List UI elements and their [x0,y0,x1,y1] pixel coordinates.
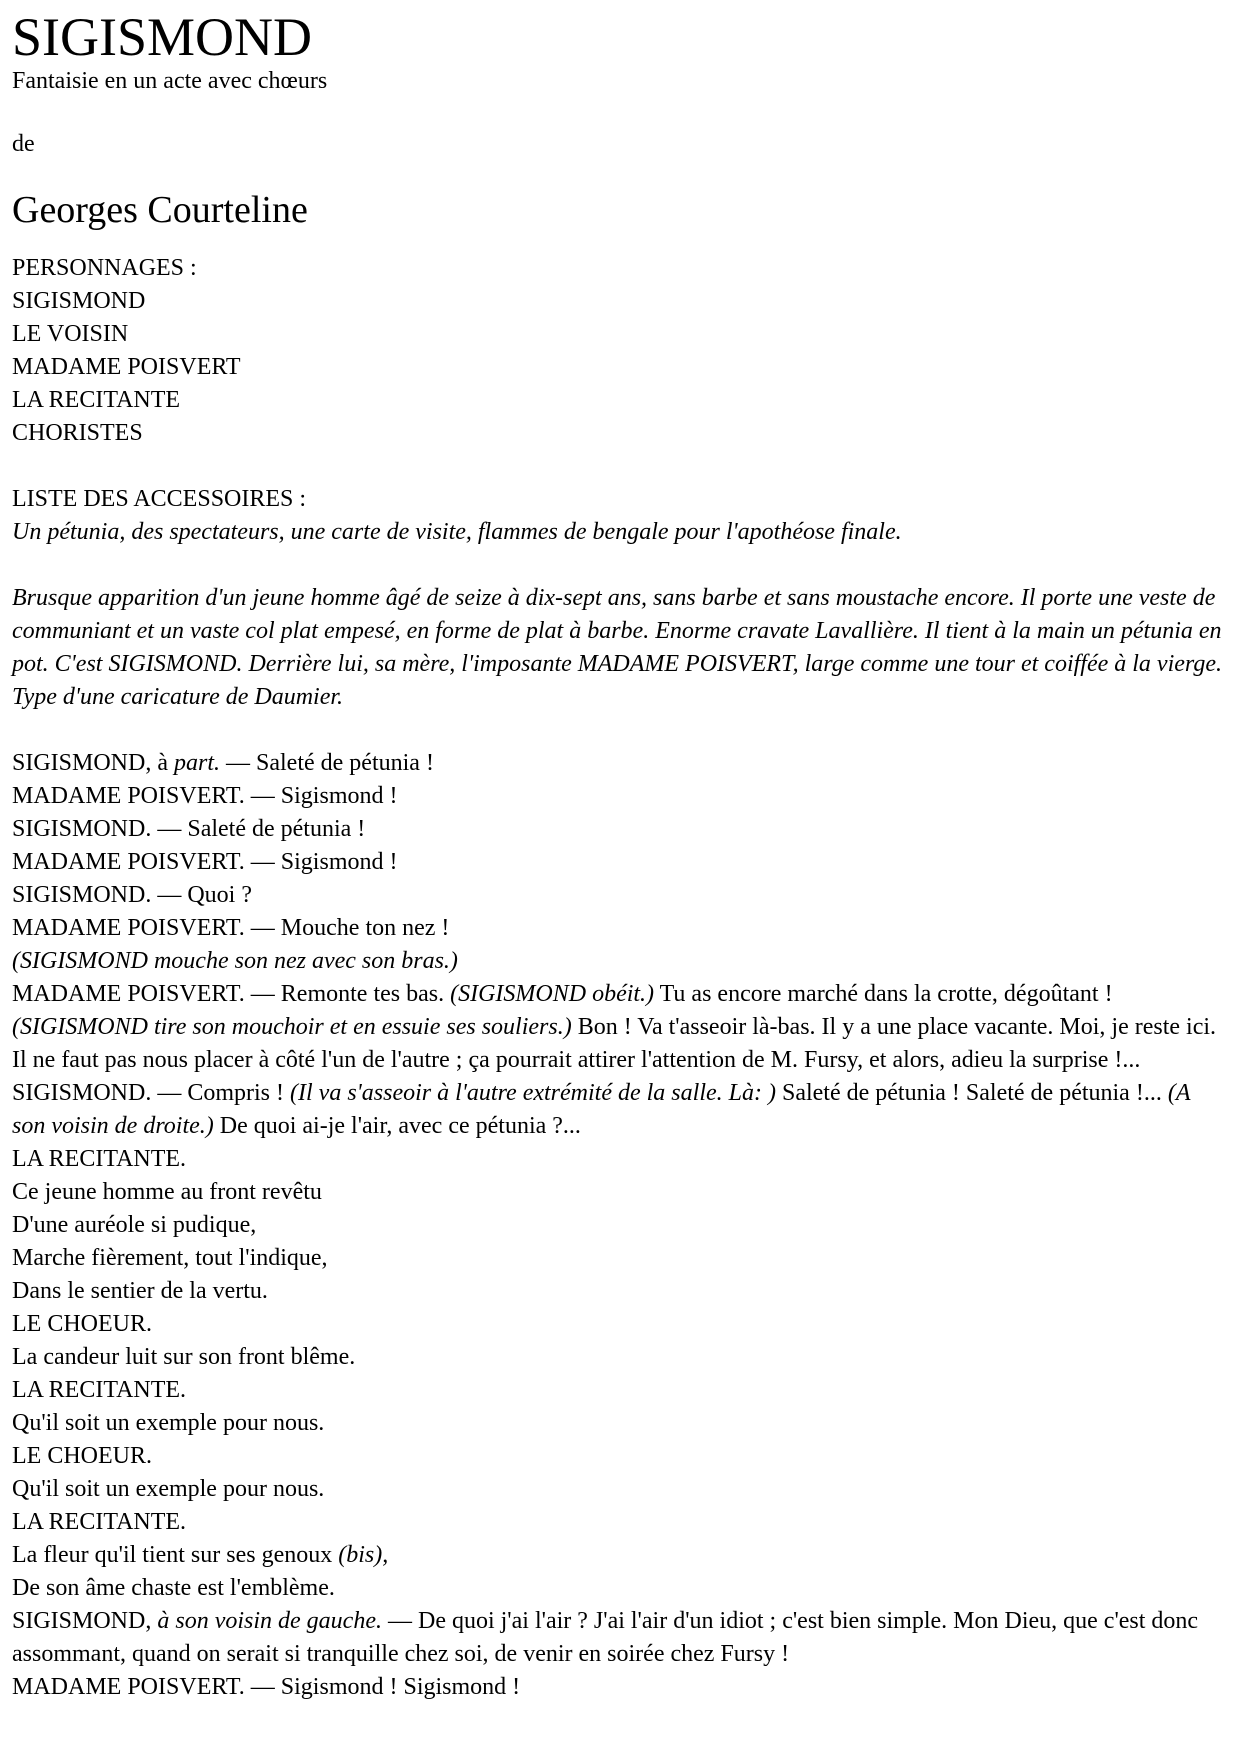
dialogue-text: LA RECITANTE. [12,1377,187,1403]
script-line [12,813,1228,846]
character-item: SIGISMOND [12,288,146,314]
dialogue-text: LA RECITANTE. [12,1146,187,1172]
script-line [12,1605,1228,1671]
characters-heading: PERSONNAGES : [12,255,197,281]
script-line [12,912,1228,945]
author-name: Georges Courteline [12,189,308,231]
stage-direction-text: (SIGISMOND mouche son nez avec son bras.) [12,948,458,974]
dialogue-text: D'une auréole si pudique, [12,1212,257,1238]
props-list: Un pétunia, des spectateurs, une carte de visite, flammes de bengale pour l'apothéose finale. [12,519,902,545]
dialogue-text: — De quoi j'ai l'air ? J'ai l'air d'un idiot ; c'est bien simple. Mon Dieu, que c'est donc assommant, quand on serait si tranquille chez soi, de venir en soirée chez Fursy ! [12,1608,1199,1667]
dialogue-text: — Saleté de pétunia ! [220,750,434,776]
script-line [12,1176,1228,1209]
script-line [12,879,1228,912]
dialogue-text: SIGISMOND. — Saleté de pétunia ! [12,816,366,842]
script-line [12,1374,1228,1407]
script-line [12,1077,1228,1143]
dialogue-text: Qu'il soit un exemple pour nous. [12,1410,325,1436]
dialogue-text: MADAME POISVERT. — Sigismond ! Sigismond ! [12,1674,521,1700]
dialogue-text: Marche fièrement, tout l'indique, [12,1245,328,1271]
stage-direction-text: (bis), [338,1542,389,1568]
script-line [12,1407,1228,1440]
script-line [12,1275,1228,1308]
dialogue-text: SIGISMOND, [12,1608,158,1634]
script-line [12,1572,1228,1605]
play-title: SIGISMOND [12,7,313,67]
script-line [12,1671,1228,1704]
dialogue-text: LE CHOEUR. [12,1443,152,1469]
dialogue-text: LA RECITANTE. [12,1509,187,1535]
stage-direction-text: (SIGISMOND obéit.) [450,981,655,1007]
stage-direction-text: (A son voisin de droite.) [12,1080,1191,1139]
dialogue-text: MADAME POISVERT. — Sigismond ! [12,849,398,875]
dialogue-text: Tu as encore marché dans la crotte, dégoûtant ! [654,981,1113,1007]
dialogue-text: La fleur qu'il tient sur ses genoux [12,1542,339,1568]
dialogue-text: SIGISMOND. — Quoi ? [12,882,252,908]
dialogue-text: Qu'il soit un exemple pour nous. [12,1476,325,1502]
play-subtitle: Fantaisie en un acte avec chœurs [12,68,328,94]
character-item: LA RECITANTE [12,387,181,413]
dialogue-text: SIGISMOND, à [12,750,174,776]
dialogue-text: LE CHOEUR. [12,1311,152,1337]
script-line [12,1209,1228,1242]
props-section [12,483,1228,549]
stage-direction-text: (SIGISMOND tire son mouchoir et en essuie ses souliers.) [12,1014,572,1040]
script-line [12,780,1228,813]
character-item: CHORISTES [12,420,143,446]
script-line [12,1308,1228,1341]
dialogue-text: De son âme chaste est l'emblème. [12,1575,335,1601]
script-line [12,1473,1228,1506]
document-page [0,8,1240,1704]
script-line [12,747,1228,780]
stage-direction-text: à son voisin de gauche. [157,1608,382,1634]
script-line [12,1242,1228,1275]
stage-direction-text: (Il va s'asseoir à l'autre extrémité de la salle. Là: ) [290,1080,776,1106]
dialogue-text: Saleté de pétunia ! Saleté de pétunia !... [775,1080,1168,1106]
dialogue-text: MADAME POISVERT. — Mouche ton nez ! [12,915,450,941]
script-line [12,1143,1228,1176]
dialogue-text: La candeur luit sur son front blême. [12,1344,356,1370]
characters-section [12,252,1228,450]
dialogue-text: Bon ! Va t'asseoir là-bas. Il y a une place vacante. Moi, je reste ici. Il ne faut pas nous placer à côté l'un de l'autre ; ça pourrait attirer l'attention de M. Fursy, et alors, adieu la surprise !... [12,1014,1217,1073]
script-line [12,945,1228,978]
stage-direction [12,582,1228,714]
dialogue-text: De quoi ai-je l'air, avec ce pétunia ?... [213,1113,581,1139]
dialogue-text: MADAME POISVERT. — Remonte tes bas. [12,981,451,1007]
character-item: MADAME POISVERT [12,354,241,380]
dialogue-text: Dans le sentier de la vertu. [12,1278,268,1304]
stage-direction-text: part. [174,750,221,776]
character-item: LE VOISIN [12,321,129,347]
byline: de [12,131,35,157]
script-line [12,1341,1228,1374]
dialogue-text: Ce jeune homme au front revêtu [12,1179,322,1205]
props-heading: LISTE DES ACCESSOIRES : [12,486,307,512]
opening-stage-direction: Brusque apparition d'un jeune homme âgé de seize à dix-sept ans, sans barbe et sans moustache encore. Il porte une veste de communiant et un vaste col plat empesé, en forme de plat à barbe. Enorme cravate Lavallière. Il tient à la main un pétunia en pot. C'est SIGISMOND. Derrière lui, sa mère, l'imposante MADAME POISVERT, large comme une tour et coiffée à la vierge. Type d'une caricature de Daumier. [12,585,1223,710]
script-line [12,1440,1228,1473]
script-line [12,1539,1228,1572]
dialogue-text: SIGISMOND. — Compris ! [12,1080,291,1106]
script-line [12,1506,1228,1539]
dialogue-text: MADAME POISVERT. — Sigismond ! [12,783,398,809]
script-line [12,846,1228,879]
script-line [12,978,1228,1077]
script-body [12,747,1228,1704]
